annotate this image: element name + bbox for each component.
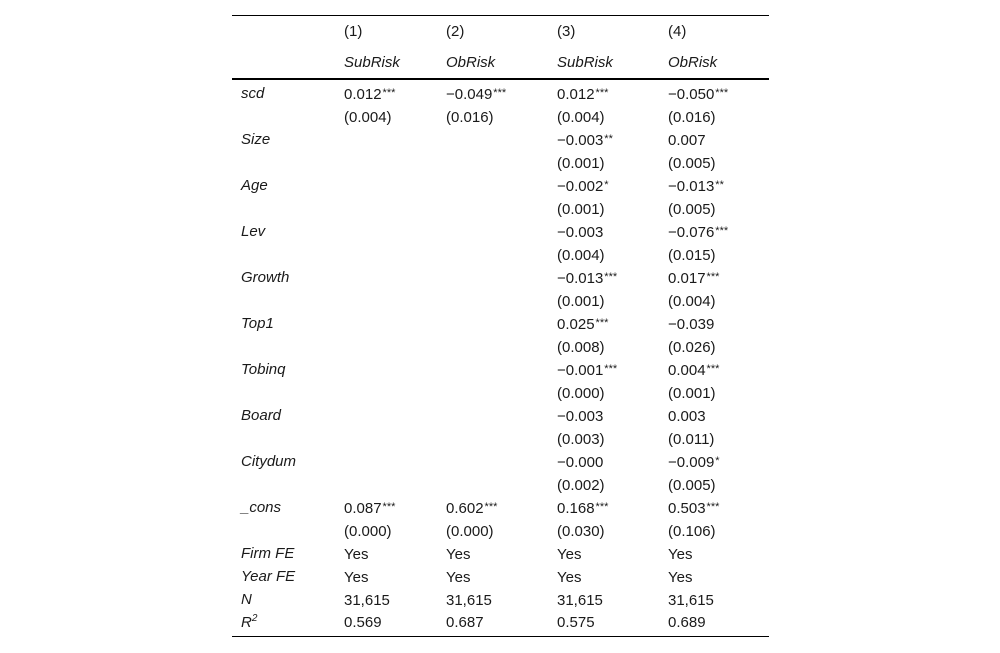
table-cell: [446, 473, 447, 497]
significance-stars: ***: [595, 317, 609, 329]
cell-value: (0.000): [557, 385, 605, 402]
table-cell: [446, 266, 447, 290]
table-cell: [446, 243, 447, 267]
cell-value: (0.016): [668, 109, 716, 126]
table-cell: [668, 588, 715, 612]
cell-value: (0.000): [446, 523, 494, 540]
table-row: [232, 519, 769, 542]
table-cell: [344, 289, 345, 313]
table-cell: [668, 128, 707, 152]
significance-stars: ***: [382, 501, 396, 513]
r2-value-3: 0.575: [557, 614, 595, 631]
table-row: [232, 358, 769, 381]
cell-value: Yes: [557, 546, 582, 563]
header-depvar-row: [232, 47, 769, 78]
table-cell: [557, 542, 582, 566]
table-row: [232, 404, 769, 427]
cell-value: −0.076: [668, 224, 715, 241]
table-row: [232, 542, 769, 565]
significance-stars: ***: [706, 363, 720, 375]
row-label: Age: [241, 177, 268, 194]
table-cell: [557, 151, 606, 175]
column-depvar-2: ObRisk: [446, 54, 496, 71]
table-cell: [446, 496, 497, 520]
table-row: [232, 197, 769, 220]
cell-value: (0.001): [557, 201, 605, 218]
column-number-4: (4): [668, 23, 687, 40]
cell-value: 0.168: [557, 500, 595, 517]
row-label-r2: [241, 611, 257, 634]
table-row: [232, 289, 769, 312]
bottom-rule: [232, 636, 769, 637]
cell-value: Yes: [668, 546, 693, 563]
table-row: [232, 220, 769, 243]
table-cell: [668, 427, 715, 451]
table-cell: [668, 565, 693, 589]
table-cell: [344, 519, 393, 543]
cell-value: Yes: [668, 569, 693, 586]
table-cell: [668, 496, 719, 520]
column-depvar-1: SubRisk: [344, 54, 400, 71]
significance-stars: ***: [604, 363, 618, 375]
row-label: Top1: [241, 315, 274, 332]
table-cell: [344, 128, 345, 152]
significance-stars: ***: [595, 87, 609, 99]
table-cell: [446, 335, 447, 359]
table-cell: [344, 82, 395, 106]
table-row: [232, 266, 769, 289]
cell-value: (0.004): [668, 293, 716, 310]
cell-value: −0.003: [557, 224, 604, 241]
header-rule: [232, 78, 769, 80]
table-cell: [344, 243, 345, 267]
table-cell: [446, 588, 493, 612]
table-cell: [557, 312, 608, 336]
regression-table: [232, 15, 769, 637]
table-cell: [344, 565, 369, 589]
cell-value: 31,615: [557, 592, 603, 609]
cell-value: 31,615: [668, 592, 714, 609]
column-depvar-3: SubRisk: [557, 54, 613, 71]
table-cell: [557, 105, 606, 129]
table-cell: [557, 266, 617, 290]
cell-value: −0.009: [668, 454, 715, 471]
table-cell: [557, 381, 606, 405]
column-number-2: (2): [446, 23, 465, 40]
table-cell: [344, 450, 345, 474]
table-cell: [446, 565, 471, 589]
table-cell: [344, 105, 393, 129]
table-cell: [344, 542, 369, 566]
table-cell: [446, 197, 447, 221]
row-label: scd: [241, 85, 265, 102]
table-body: [232, 82, 769, 611]
significance-stars: ***: [715, 87, 729, 99]
table-cell: [668, 381, 717, 405]
cell-value: (0.008): [557, 339, 605, 356]
r2-value-4: 0.689: [668, 614, 706, 631]
table-cell: [668, 174, 724, 198]
table-cell: [446, 450, 447, 474]
table-cell: [446, 82, 506, 106]
significance-stars: ***: [595, 501, 609, 513]
table-row: [232, 473, 769, 496]
cell-value: −0.049: [446, 86, 493, 103]
table-row: [232, 105, 769, 128]
column-number-1: (1): [344, 23, 363, 40]
significance-stars: **: [715, 179, 724, 191]
table-cell: [668, 358, 719, 382]
table-cell: [668, 289, 717, 313]
r2-superscript: 2: [251, 613, 258, 624]
significance-stars: *: [715, 455, 720, 467]
table-cell: [557, 289, 606, 313]
table-row: [232, 243, 769, 266]
cell-value: (0.001): [557, 155, 605, 172]
table-cell: [668, 105, 717, 129]
cell-value: 0.017: [668, 270, 706, 287]
cell-value: Yes: [446, 546, 471, 563]
table-cell: [446, 174, 447, 198]
row-label: Growth: [241, 269, 290, 286]
cell-value: (0.002): [557, 477, 605, 494]
header-numbers-row: [232, 16, 769, 47]
table-cell: [344, 473, 345, 497]
cell-value: −0.050: [668, 86, 715, 103]
cell-value: (0.015): [668, 247, 716, 264]
table-cell: [446, 404, 447, 428]
row-label: Board: [241, 407, 282, 424]
table-cell: [557, 128, 613, 152]
table-row: [232, 588, 769, 611]
table-cell: [668, 473, 717, 497]
row-label: Tobinq: [241, 361, 286, 378]
table-cell: [344, 588, 391, 612]
table-cell: [557, 358, 617, 382]
table-row-r2: [232, 611, 769, 634]
cell-value: 31,615: [344, 592, 390, 609]
cell-value: −0.013: [557, 270, 604, 287]
table-row: [232, 496, 769, 519]
table-row: [232, 565, 769, 588]
table-row: [232, 312, 769, 335]
table-cell: [344, 220, 345, 244]
table-cell: [668, 220, 728, 244]
table-cell: [557, 174, 609, 198]
table-cell: [668, 450, 720, 474]
table-cell: [557, 450, 604, 474]
cell-value: −0.039: [668, 316, 715, 333]
table-cell: [557, 243, 606, 267]
row-label: _cons: [241, 499, 282, 516]
cell-value: (0.003): [557, 431, 605, 448]
table-cell: [557, 519, 606, 543]
table-cell: [668, 82, 728, 106]
cell-value: −0.000: [557, 454, 604, 471]
table-cell: [344, 335, 345, 359]
table-cell: [446, 289, 447, 313]
cell-value: (0.001): [557, 293, 605, 310]
table-cell: [446, 105, 495, 129]
table-row: [232, 82, 769, 105]
cell-value: −0.013: [668, 178, 715, 195]
table-cell: [557, 496, 608, 520]
cell-value: (0.005): [668, 477, 716, 494]
table-row: [232, 427, 769, 450]
cell-value: 0.004: [668, 362, 706, 379]
table-cell: [557, 588, 604, 612]
cell-value: (0.030): [557, 523, 605, 540]
cell-value: −0.002: [557, 178, 604, 195]
table-cell: [668, 243, 717, 267]
table-cell: [446, 381, 447, 405]
table-cell: [668, 542, 693, 566]
table-cell: [344, 174, 345, 198]
cell-value: 31,615: [446, 592, 492, 609]
row-label: N: [241, 591, 252, 608]
table-row: [232, 381, 769, 404]
table-cell: [446, 358, 447, 382]
significance-stars: *: [604, 179, 609, 191]
table-cell: [446, 151, 447, 175]
table-cell: [344, 404, 345, 428]
table-cell: [668, 151, 717, 175]
significance-stars: ***: [706, 271, 720, 283]
cell-value: (0.004): [557, 247, 605, 264]
table-cell: [668, 266, 719, 290]
table-cell: [557, 82, 608, 106]
row-label: Size: [241, 131, 271, 148]
row-label: Firm FE: [241, 545, 295, 562]
cell-value: Yes: [557, 569, 582, 586]
table-cell: [557, 197, 606, 221]
table-cell: [344, 197, 345, 221]
cell-value: Yes: [344, 569, 369, 586]
table-cell: [557, 565, 582, 589]
table-cell: [344, 358, 345, 382]
cell-value: (0.005): [668, 155, 716, 172]
significance-stars: **: [604, 133, 613, 145]
table-row: [232, 128, 769, 151]
cell-value: Yes: [446, 569, 471, 586]
row-label: Citydum: [241, 453, 297, 470]
table-cell: [446, 519, 495, 543]
row-label: Lev: [241, 223, 266, 240]
table-row: [232, 450, 769, 473]
cell-value: −0.003: [557, 408, 604, 425]
table-cell: [557, 404, 604, 428]
cell-value: (0.001): [668, 385, 716, 402]
significance-stars: ***: [484, 501, 498, 513]
cell-value: 0.003: [668, 408, 706, 425]
table-cell: [446, 312, 447, 336]
cell-value: (0.004): [557, 109, 605, 126]
table-cell: [344, 496, 395, 520]
table-cell: [557, 473, 606, 497]
significance-stars: ***: [706, 501, 720, 513]
cell-value: (0.011): [668, 431, 715, 448]
cell-value: −0.003: [557, 132, 604, 149]
cell-value: 0.025: [557, 316, 595, 333]
r2-value-1: 0.569: [344, 614, 382, 631]
cell-value: (0.026): [668, 339, 716, 356]
cell-value: (0.016): [446, 109, 494, 126]
cell-value: 0.503: [668, 500, 706, 517]
table-cell: [344, 312, 345, 336]
cell-value: Yes: [344, 546, 369, 563]
cell-value: 0.012: [344, 86, 382, 103]
table-cell: [446, 542, 471, 566]
significance-stars: ***: [382, 87, 396, 99]
significance-stars: ***: [715, 225, 729, 237]
table-row: [232, 151, 769, 174]
table-cell: [344, 266, 345, 290]
cell-value: (0.004): [344, 109, 392, 126]
table-row: [232, 335, 769, 358]
table-cell: [446, 427, 447, 451]
column-number-3: (3): [557, 23, 576, 40]
table-cell: [344, 381, 345, 405]
table-cell: [557, 335, 606, 359]
table-cell: [668, 197, 717, 221]
cell-value: 0.012: [557, 86, 595, 103]
table-cell: [668, 312, 715, 336]
cell-value: (0.106): [668, 523, 716, 540]
cell-value: −0.001: [557, 362, 604, 379]
table-row: [232, 174, 769, 197]
cell-value: (0.000): [344, 523, 392, 540]
table-cell: [668, 519, 717, 543]
table-cell: [446, 128, 447, 152]
r2-value-2: 0.687: [446, 614, 484, 631]
row-label: Year FE: [241, 568, 296, 585]
r2-label-text: R: [241, 614, 252, 631]
table-cell: [344, 151, 345, 175]
table-cell: [668, 335, 717, 359]
cell-value: 0.007: [668, 132, 706, 149]
table-cell: [668, 404, 707, 428]
table-cell: [344, 427, 345, 451]
significance-stars: ***: [493, 87, 507, 99]
table-cell: [557, 220, 604, 244]
significance-stars: ***: [604, 271, 618, 283]
table-cell: [446, 220, 447, 244]
cell-value: 0.087: [344, 500, 382, 517]
cell-value: 0.602: [446, 500, 484, 517]
column-depvar-4: ObRisk: [668, 54, 718, 71]
cell-value: (0.005): [668, 201, 716, 218]
table-cell: [557, 427, 606, 451]
